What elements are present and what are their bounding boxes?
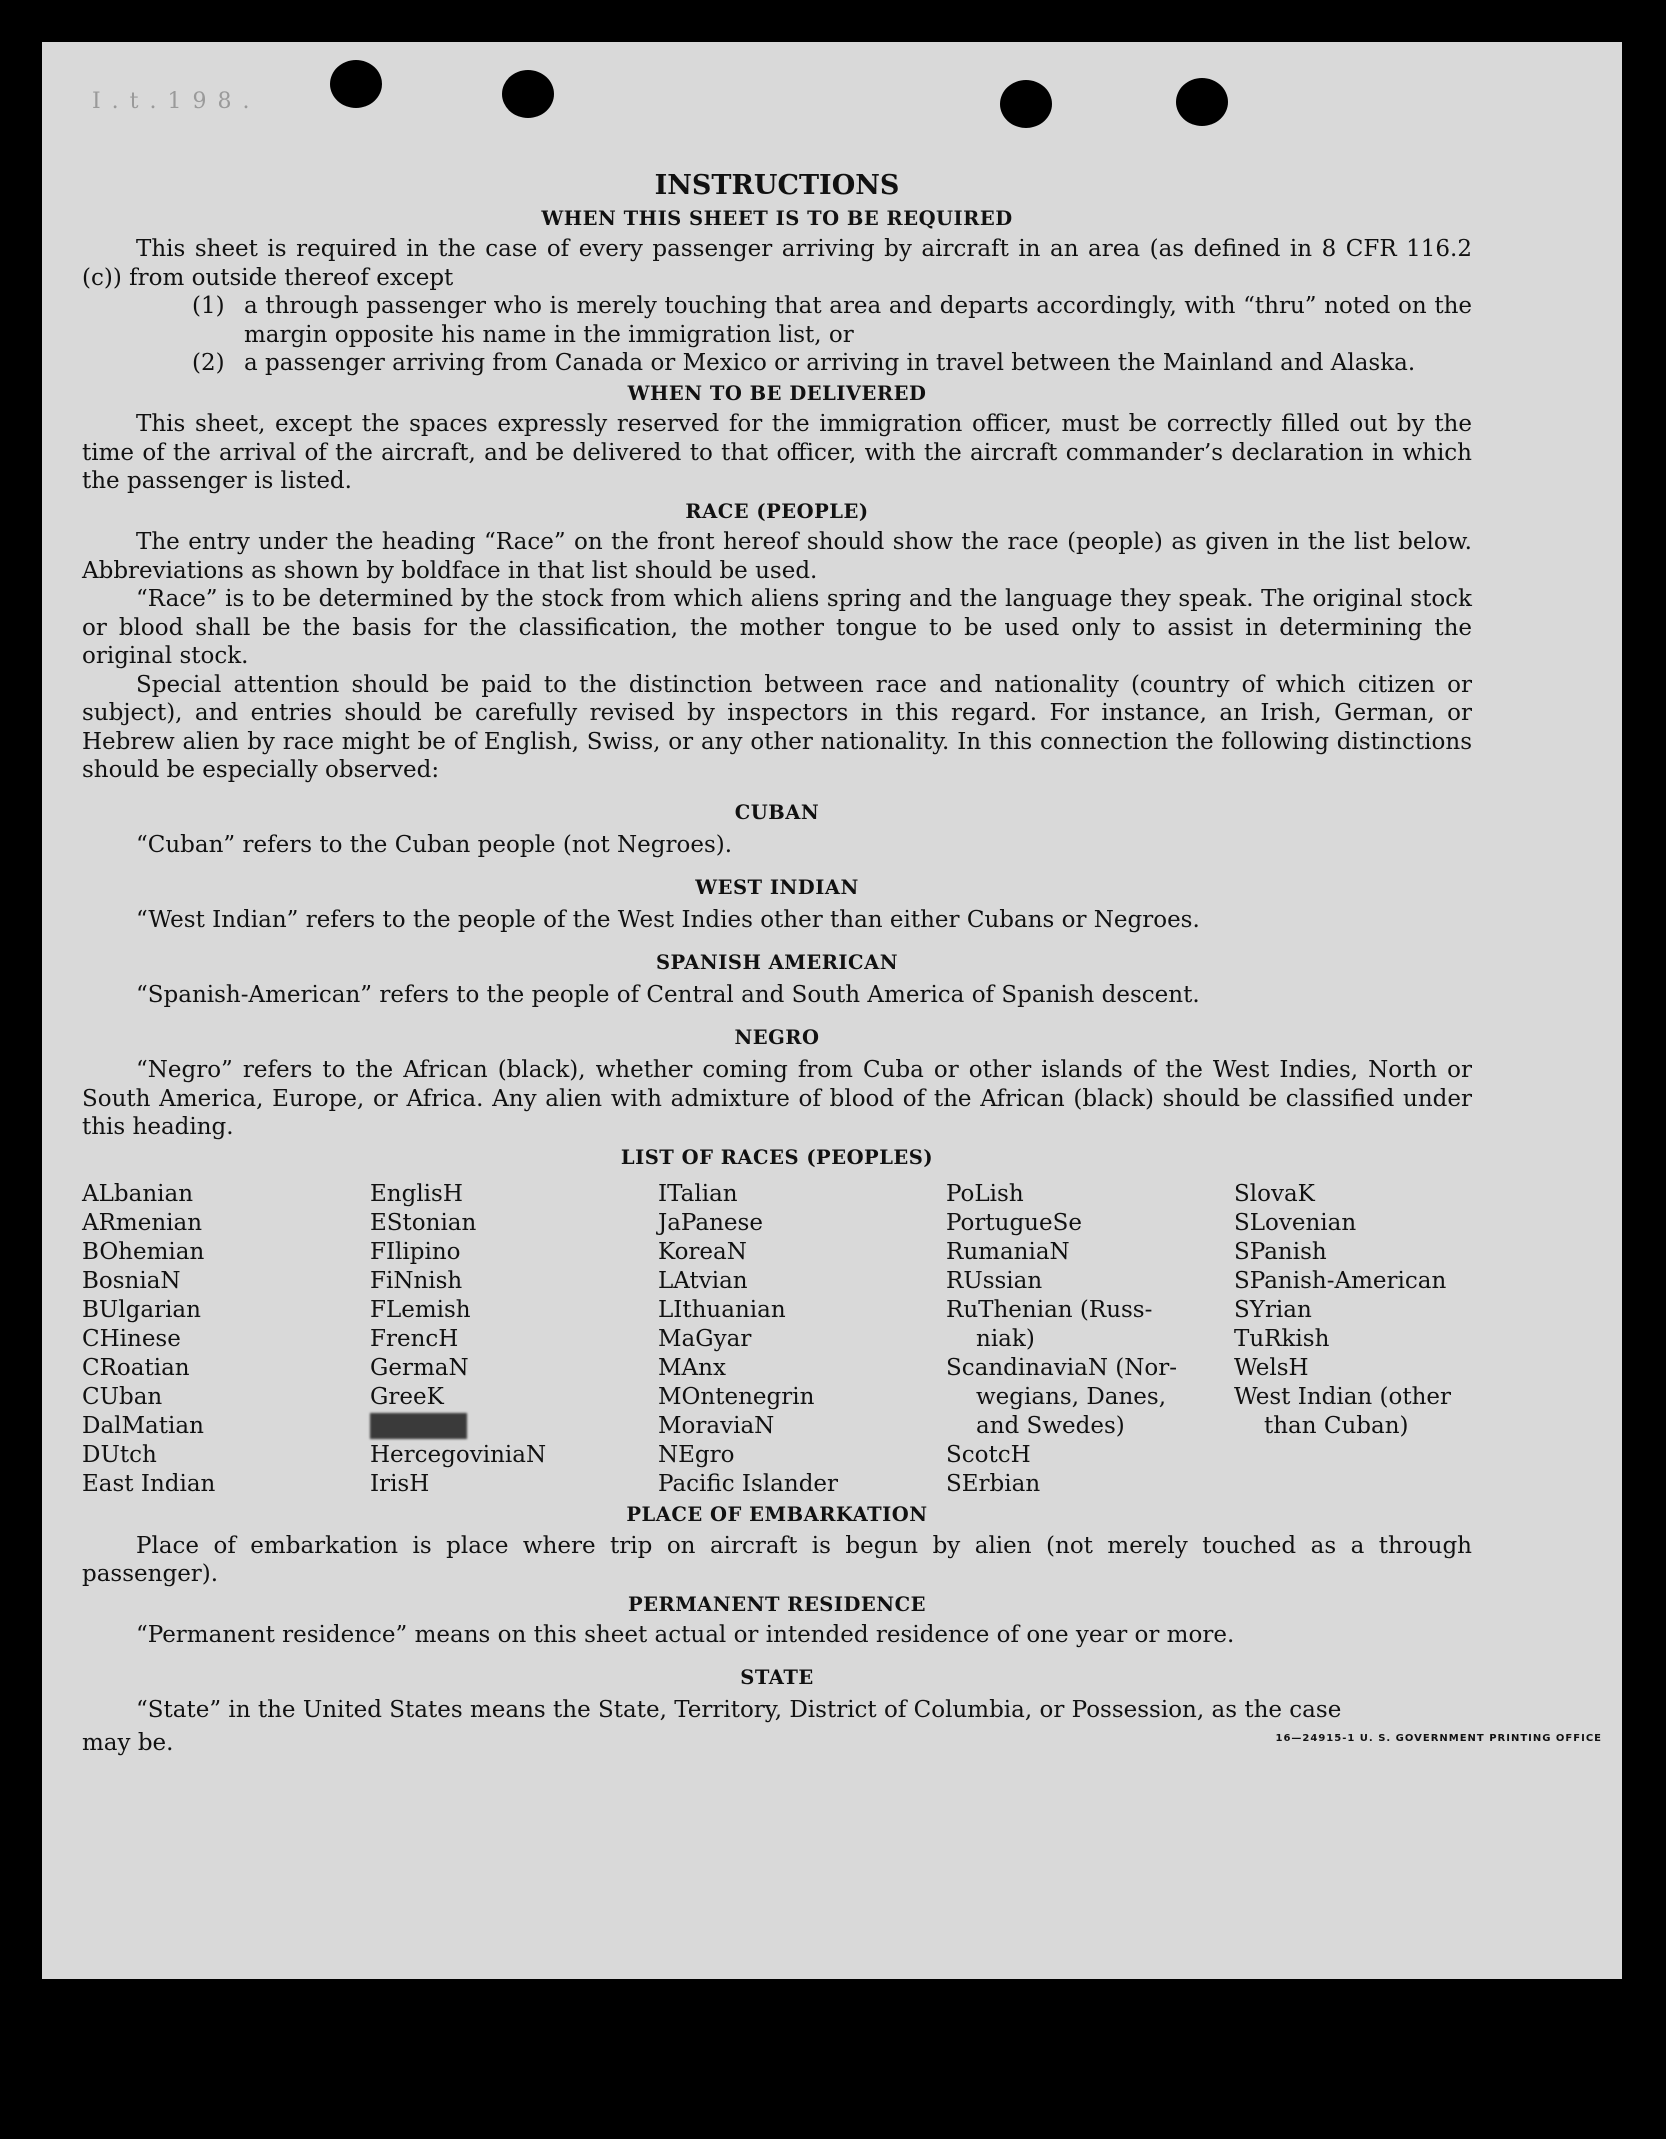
- race-entry-continued: niak): [976, 1326, 1035, 1352]
- race-entry: Pacific Islander: [658, 1471, 839, 1497]
- race-entry: SYrian: [1234, 1297, 1312, 1323]
- smudged-text: HebreW: [370, 1413, 467, 1439]
- race-entry: RUssian: [946, 1268, 1043, 1294]
- negro-text: “Negro” refers to the African (black), whether coming from Cuba or other islands of the West Indies, North or South America, Europe, or Africa. Any alien with admixture of blood of the African (black) should be classified under this heading.: [82, 1057, 1472, 1140]
- race-column: [370, 1180, 658, 1499]
- section-heading-west-indian: WEST INDIAN: [695, 875, 859, 899]
- delivered-text: This sheet, except the spaces expressly reserved for the immigration officer, must be correctly filled out by the time of the arrival of the aircraft, and be delivered to that officer, with the aircraft commander’s declaration in which the passenger is listed.: [82, 411, 1472, 494]
- race-entry: MAnx: [658, 1355, 726, 1381]
- race-entry: TuRkish: [1234, 1326, 1330, 1352]
- race-entry: MoraviaN: [658, 1413, 775, 1439]
- race-entry-continued: than Cuban): [1264, 1413, 1409, 1439]
- race-entry: SlovaK: [1234, 1181, 1315, 1207]
- printer-mark: 16—24915-1 U. S. GOVERNMENT PRINTING OFFICE: [1275, 1732, 1602, 1744]
- section-heading-permanent-residence: PERMANENT RESIDENCE: [627, 1592, 926, 1616]
- permanent-residence-text: “Permanent residence” means on this sheet actual or intended residence of one year or more.: [136, 1622, 1235, 1648]
- race-column: [658, 1180, 946, 1499]
- race-paragraph: Special attention should be paid to the distinction between race and nationality (country of which citizen or subject), and entries should be carefully revised by inspectors in this regard. For instance, an Irish, German, or Hebrew alien by race might be of English, Swiss, or any other nationality. In this connection the following distinctions should be especially observed:: [82, 671, 1472, 783]
- race-entry: FrencH: [370, 1326, 459, 1352]
- race-entry: WelsH: [1234, 1355, 1309, 1381]
- race-entry: IrisH: [370, 1471, 430, 1497]
- section-heading-embarkation: PLACE OF EMBARKATION: [626, 1503, 928, 1526]
- faint-header-text: I . t . 1 9 8 .: [92, 89, 252, 114]
- race-entry: SLovenian: [1234, 1210, 1357, 1236]
- section-heading-list-of-races: LIST OF RACES (PEOPLES): [620, 1145, 934, 1169]
- race-list: [82, 1180, 1472, 1499]
- race-entry: SPanish: [1234, 1239, 1327, 1265]
- race-entry: EnglisH: [370, 1181, 463, 1207]
- race-paragraph: “Race” is to be determined by the stock from which aliens spring and the language they speak. The original stock or blood shall be the basis for the classification, the mother tongue to be used only to assist in determining the original stock.: [82, 586, 1472, 669]
- race-entry: LAtvian: [658, 1268, 748, 1294]
- race-entry: LIthuanian: [658, 1297, 786, 1323]
- race-entry: ITalian: [658, 1181, 738, 1207]
- punch-hole: [502, 70, 554, 118]
- race-entry: ALbanian: [82, 1181, 194, 1207]
- race-entry: CRoatian: [82, 1355, 190, 1381]
- punch-hole: [1176, 78, 1228, 126]
- race-column: [82, 1180, 370, 1499]
- race-entry: BUlgarian: [82, 1297, 201, 1323]
- race-entry: RuThenian (Russ-: [946, 1297, 1153, 1323]
- race-entry: NEgro: [658, 1442, 735, 1468]
- state-text-end: may be.: [82, 1729, 174, 1756]
- race-entry: GreeK: [370, 1384, 444, 1410]
- race-column: [1234, 1180, 1522, 1499]
- required-text: This sheet is required in the case of every passenger arriving by aircraft in an area (as defined in 8 CFR 116.2 (c)) from outside thereof except: [82, 236, 1472, 291]
- section-heading-race: RACE (PEOPLE): [685, 499, 869, 523]
- section-heading-cuban: CUBAN: [734, 800, 820, 824]
- state-text: “State” in the United States means the State, Territory, District of Columbia, or Possession, as the case: [136, 1697, 1342, 1723]
- race-entry: SErbian: [946, 1471, 1041, 1497]
- exception-item: [192, 349, 1472, 378]
- race-entry: DalMatian: [82, 1413, 204, 1439]
- section-heading-required: WHEN THIS SHEET IS TO BE REQUIRED: [541, 206, 1013, 230]
- exception-text: a through passenger who is merely touching that area and departs accordingly, with “thru” noted on the margin opposite his name in the immigration list, or: [244, 293, 1472, 348]
- race-entry: PortugueSe: [946, 1210, 1082, 1236]
- section-heading-negro: NEGRO: [734, 1025, 820, 1049]
- race-entry-continued: wegians, Danes,: [976, 1384, 1167, 1410]
- document-page: [42, 42, 1622, 1979]
- spanish-american-text: “Spanish-American” refers to the people of Central and South America of Spanish descent.: [136, 982, 1200, 1008]
- race-entry: ScandinaviaN (Nor-: [946, 1355, 1177, 1381]
- exception-item: [192, 292, 1472, 349]
- race-entry: FiNnish: [370, 1268, 463, 1294]
- state-text-footer: [82, 1725, 1602, 1758]
- race-entry: East Indian: [82, 1471, 216, 1497]
- section-heading-delivered: WHEN TO BE DELIVERED: [627, 381, 927, 405]
- section-heading-state: STATE: [740, 1665, 814, 1689]
- race-entry: SPanish-American: [1234, 1268, 1447, 1294]
- race-entry: BOhemian: [82, 1239, 205, 1265]
- cuban-text: “Cuban” refers to the Cuban people (not Negroes).: [136, 832, 733, 858]
- race-entry: FIlipino: [370, 1239, 461, 1265]
- race-entry: FLemish: [370, 1297, 471, 1323]
- race-entry: MaGyar: [658, 1326, 752, 1352]
- exception-number: (1): [192, 293, 225, 319]
- race-entry: West Indian (other: [1234, 1384, 1452, 1410]
- embarkation-text: Place of embarkation is place where trip on aircraft is begun by alien (not merely touched as a through passenger).: [82, 1532, 1472, 1587]
- section-heading-spanish-american: SPANISH AMERICAN: [655, 950, 899, 974]
- race-entry: CUban: [82, 1384, 163, 1410]
- exception-number: (2): [192, 350, 225, 376]
- race-column: [946, 1180, 1234, 1499]
- race-entry: EStonian: [370, 1210, 477, 1236]
- punch-hole: [330, 60, 382, 108]
- race-entry: HercegoviniaN: [370, 1442, 547, 1468]
- race-entry-continued: and Swedes): [976, 1413, 1125, 1439]
- race-entry: CHinese: [82, 1326, 181, 1352]
- exception-text: a passenger arriving from Canada or Mexico or arriving in travel between the Mainland and Alaska.: [244, 350, 1416, 376]
- race-entry: JaPanese: [658, 1210, 763, 1236]
- west-indian-text: “West Indian” refers to the people of the West Indies other than either Cubans or Negroes.: [136, 907, 1200, 933]
- race-entry: DUtch: [82, 1442, 157, 1468]
- race-entry: MOntenegrin: [658, 1384, 815, 1410]
- page-title: INSTRUCTIONS: [654, 170, 900, 201]
- race-paragraph: The entry under the heading “Race” on the front hereof should show the race (people) as given in the list below. Abbreviations as shown by boldface in that list should be used.: [82, 529, 1472, 584]
- race-entry: PoLish: [946, 1181, 1024, 1207]
- race-entry: RumaniaN: [946, 1239, 1070, 1265]
- race-entry-smudged: [370, 1412, 658, 1441]
- punch-hole: [1000, 80, 1052, 128]
- race-entry: ARmenian: [82, 1210, 203, 1236]
- race-entry: BosniaN: [82, 1268, 181, 1294]
- race-entry: ScotcH: [946, 1442, 1031, 1468]
- race-entry: KoreaN: [658, 1239, 747, 1265]
- race-entry: GermaN: [370, 1355, 469, 1381]
